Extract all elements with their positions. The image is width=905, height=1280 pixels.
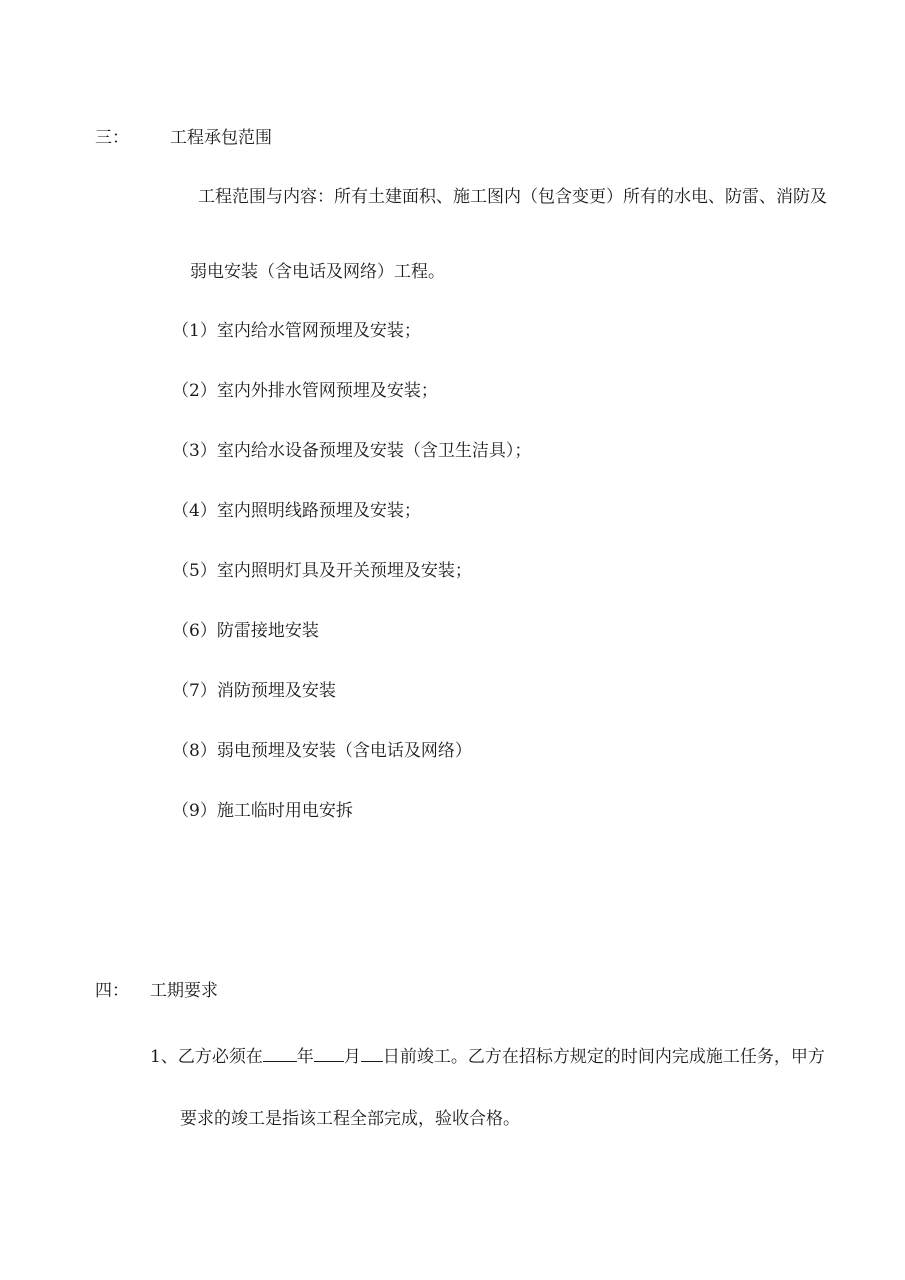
section-4-number: 四： — [95, 981, 129, 1001]
clause-1-prefix: 1、乙方必须在 — [150, 1047, 263, 1067]
list-item: （9）施工临时用电安拆 — [172, 801, 353, 821]
clause-1-line-2: 要求的竣工是指该工程全部完成，验收合格。 — [180, 1109, 520, 1129]
clause-1-month: 月 — [343, 1047, 361, 1067]
scope-line-1: 工程范围与内容：所有土建面积、施工图内（包含变更）所有的水电、防雷、消防及 — [198, 187, 827, 207]
section-3-title: 工程承包范围 — [170, 128, 272, 148]
list-item: （7）消防预埋及安装 — [172, 681, 336, 701]
list-item: （8）弱电预埋及安装（含电话及网络） — [172, 741, 472, 761]
list-item: （4）室内照明线路预埋及安装； — [172, 501, 421, 521]
scope-line-2: 弱电安装（含电话及网络）工程。 — [190, 262, 445, 282]
section-4-title: 工期要求 — [150, 981, 218, 1001]
month-blank — [314, 1043, 344, 1062]
day-blank — [361, 1043, 383, 1062]
list-item: （3）室内给水设备预埋及安装（含卫生洁具）； — [172, 441, 532, 461]
clause-1-day-suffix: 日前竣工。乙方在招标方规定的时间内完成施工任务，甲方 — [382, 1047, 825, 1067]
clause-1-year: 年 — [296, 1047, 314, 1067]
section-3-number: 三： — [95, 128, 129, 148]
list-item: （2）室内外排水管网预埋及安装； — [172, 381, 438, 401]
list-item: （1）室内给水管网预埋及安装； — [172, 321, 421, 341]
year-blank — [263, 1043, 297, 1062]
list-item: （5）室内照明灯具及开关预埋及安装； — [172, 561, 472, 581]
clause-1-line-1 — [150, 1043, 825, 1068]
list-item: （6）防雷接地安装 — [172, 621, 319, 641]
